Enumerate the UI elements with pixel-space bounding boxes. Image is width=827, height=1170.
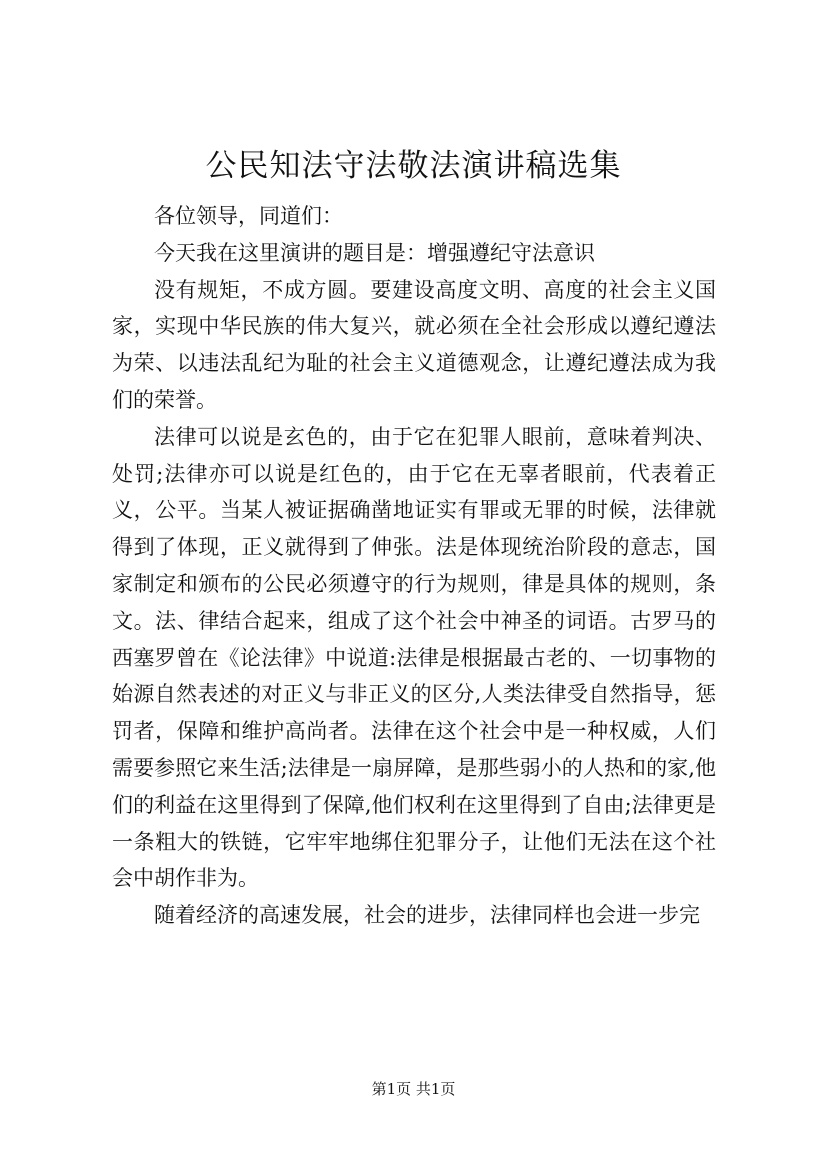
topic-paragraph: 今天我在这里演讲的题目是：增强遵纪守法意识 [154,240,595,265]
salutation-paragraph: 各位领导，同道们： [154,204,343,228]
body-paragraph: 没有规矩，不成方圆。要建设高度文明、高度的社会主义国家，实现中华民族的伟大复兴，就必须在全社会形成以遵纪遵法为荣、以违法乱纪为耻的社会主义道德观念，让遵纪遵法成为我们的荣誉。 [112,277,716,412]
document-title: 公民知法守法敬法演讲稿选集 [205,148,622,184]
body-paragraph: 法律可以说是玄色的，由于它在犯罪人眼前，意味着判决、处罚;法律亦可以说是红色的，由于它在无辜者眼前，代表着正义，公平。当某人被证据确凿地证实有罪或无罪的时候，法律就得到了体现，正义就得到了伸张。法是体现统治阶段的意志，国家制定和颁布的公民必须遵守的行为规则，律是具体的规则，条文。法、律结合起来，组成了这个社会中神圣的词语。古罗马的西塞罗曾在《论法律》中说道:法律是根据最古老的、一切事物的始源自然表述的对正义与非正义的区分,人类法律受自然指导，惩罚者，保障和维护高尚者。法律在这个社会中是一种权威，人们需要参照它来生活;法律是一扇屏障，是那些弱小的人热和的家,他们的利益在这里得到了保障,他们权利在这里得到了自由;法律更是一条粗大的铁链，它牢牢地绑住犯罪分子，让他们无法在这个社会中胡作非为。 [112,424,716,891]
body-paragraph: 随着经济的高速发展，社会的进步，法律同样也会进一步完 [154,903,700,928]
page-footer: 第1页 共1页 [371,1080,456,1098]
document-body [112,198,716,934]
